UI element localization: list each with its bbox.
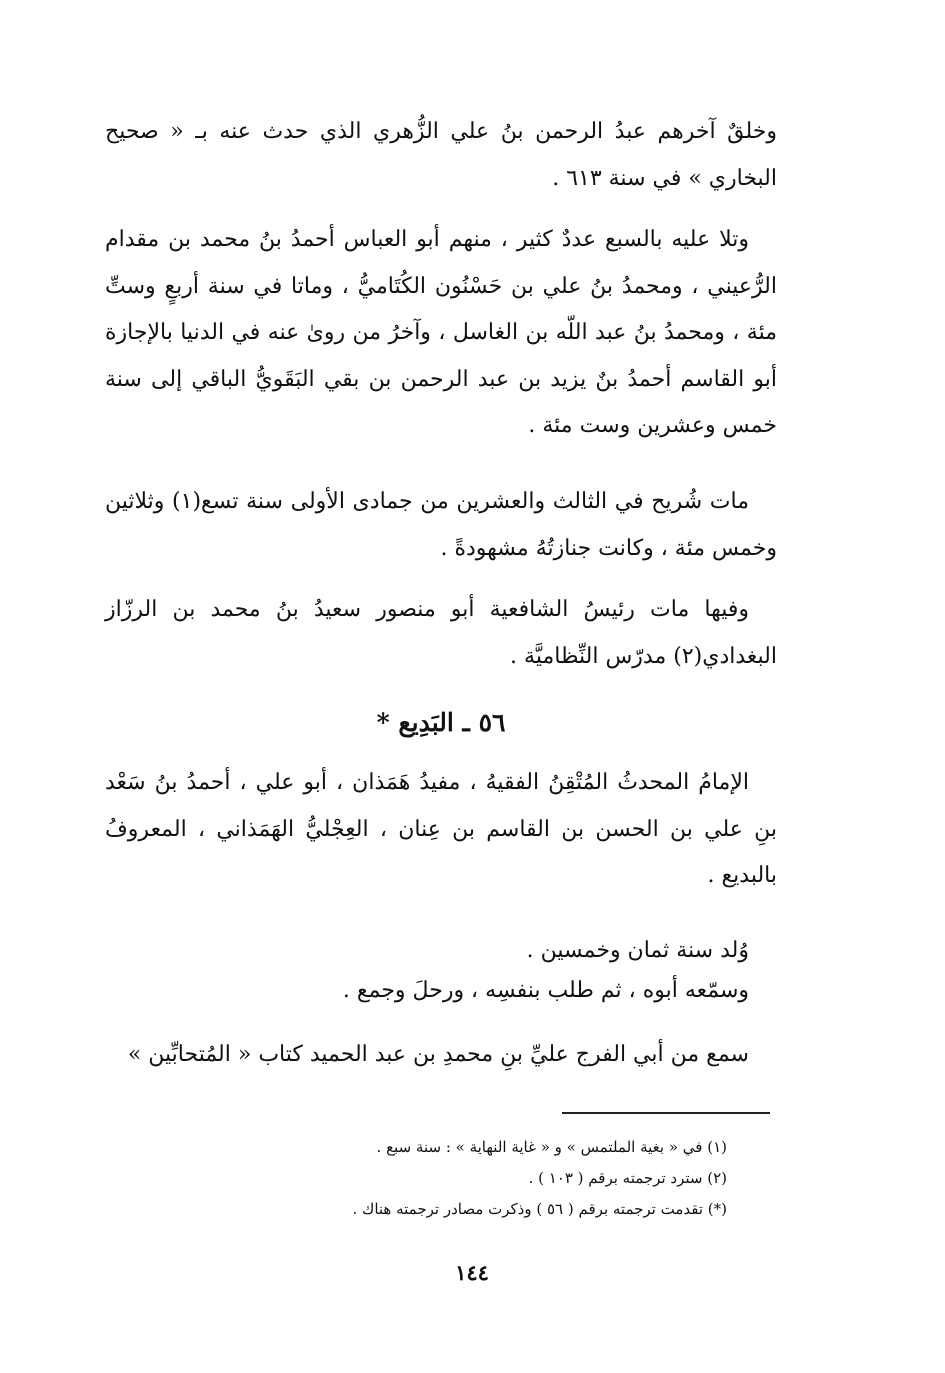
study-line bbox=[105, 971, 777, 1011]
entry-heading: ٥٦ ـ البَدِيع * bbox=[376, 708, 506, 737]
paragraph-same-year bbox=[105, 587, 777, 680]
paragraph-text: وفيها مات رئيسُ الشافعية أبو منصور سعيدُ بنُ محمد بن الرزّاز البغدادي(٢) مدرّس النِّظاميَّة . bbox=[105, 597, 777, 669]
paragraph-heard-from bbox=[105, 1032, 777, 1078]
footnote-star: (*) تقدمت ترجمته برقم ( ٥٦ ) وذكرت مصادر ترجمته هناك . bbox=[352, 1200, 727, 1218]
line-text: وسمّعه أبوه ، ثم طلب بنفسِه ، ورحلَ وجمع . bbox=[342, 978, 749, 1003]
paragraph-text: وخلقٌ آخرهم عبدُ الرحمن بنُ علي الزُّهري الذي حدث عنه بـ « صحيح البخاري » في سنة ٦١٣ . bbox=[105, 119, 777, 191]
paragraph-text: سمع من أبي الفرج عليِّ بنِ محمدِ بن عبد الحميد كتاب « المُتحابِّين » bbox=[127, 1042, 749, 1067]
page-number: ١٤٤ bbox=[455, 1260, 489, 1285]
line-text: وُلد سنة ثمان وخمسين . bbox=[526, 938, 749, 963]
footnotes bbox=[105, 1132, 777, 1225]
footnote-2: (٢) سترد ترجمته برقم ( ١٠٣ ) . bbox=[528, 1169, 727, 1187]
paragraph-students bbox=[105, 217, 777, 450]
paragraph-text: الإمامُ المحدثُ المُتْقِنُ الفقيهُ ، مفيدُ هَمَذان ، أبو علي ، أحمدُ بنُ سَعْد بنِ علي بن الحسن بن القاسم بن عِنان ، العِجْليُّ الهَمَذاني ، المعروفُ بالبديع . bbox=[105, 770, 777, 888]
footnote-divider bbox=[562, 1112, 770, 1114]
paragraph-narrators-end bbox=[105, 109, 777, 202]
paragraph-text: مات شُريح في الثالث والعشرين من جمادى الأولى سنة تسع(١) وثلاثين وخمس مئة ، وكانت جنازتُهُ مشهودةً . bbox=[105, 489, 777, 561]
paragraph-text: وتلا عليه بالسبع عددٌ كثير ، منهم أبو العباس أحمدُ بنُ محمد بن مقدام الرُّعيني ، ومحمدُ بنُ علي بن حَسْنُون الكُتَاميُّ ، وماتا في سنة أربعٍ وستِّ مئة ، ومحمدُ بنُ عبد اللّه بن الغاسل ، وآخرُ من روىٰ عنه في الدنيا بالإجازة أبو القاسم أحمدُ بنٌ يزيد بن عبد الرحمن بن بقي البَقَويُّ الباقي إلى سنة خمس وعشرين وست مئة . bbox=[105, 227, 777, 438]
birth-line bbox=[105, 931, 777, 971]
paragraph-biography bbox=[105, 760, 777, 900]
paragraph-death bbox=[105, 479, 777, 572]
footnote-1: (١) في « بغية الملتمس » و « غاية النهاية » : سنة سبع . bbox=[376, 1138, 727, 1156]
